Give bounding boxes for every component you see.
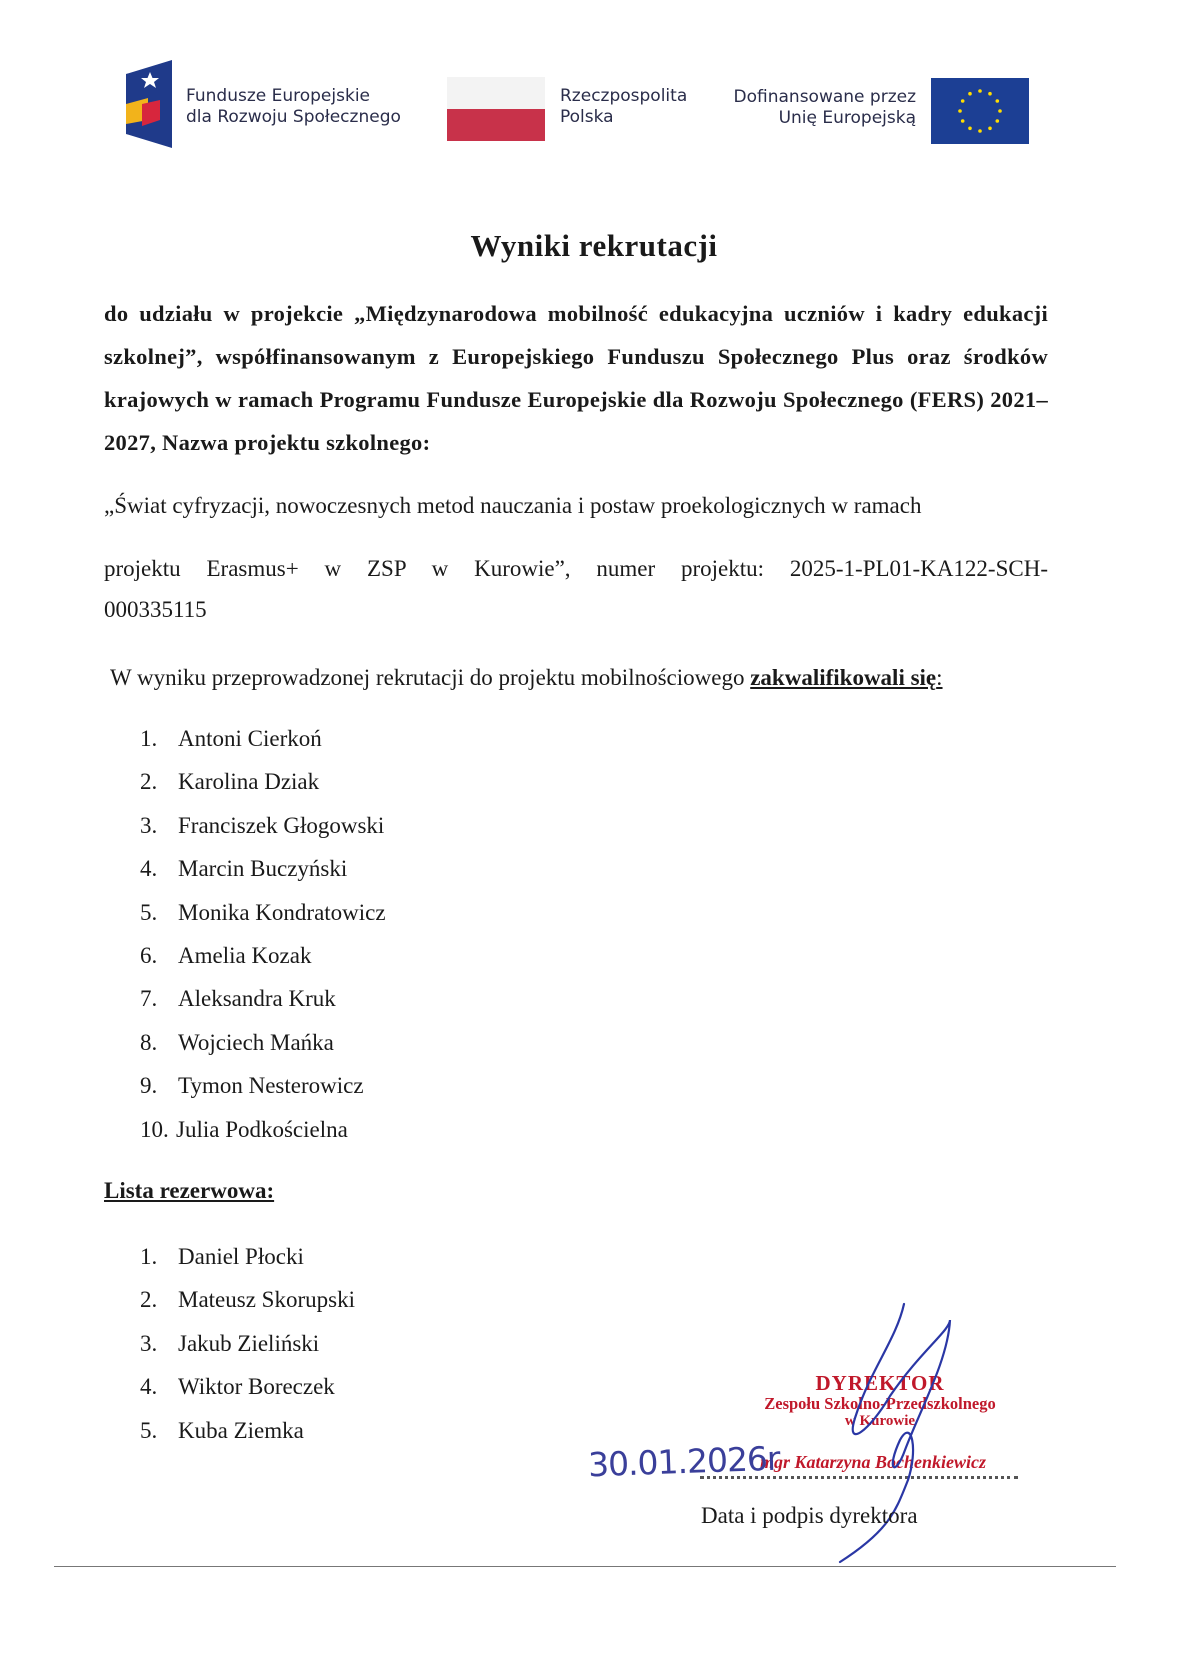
reserve-item-name: Kuba Ziemka [178, 1417, 304, 1443]
qualified-item [140, 899, 386, 942]
qualified-item-name: Franciszek Głogowski [178, 812, 385, 838]
qualified-item-number: 7. [140, 986, 158, 1012]
signature-scribble [800, 1300, 970, 1570]
reserve-item-name: Jakub Zieliński [178, 1330, 320, 1356]
qualified-item [140, 1116, 386, 1159]
qualified-item-number: 1. [140, 726, 158, 751]
project-line-3: 000335115 [104, 597, 207, 622]
eu-star-icon [978, 89, 982, 93]
eu-star-icon [968, 92, 972, 96]
fers-logo [126, 60, 172, 148]
eu-line1: Dofinansowane przez [733, 87, 916, 107]
eu-flag [931, 78, 1029, 144]
reserve-item-name: Mateusz Skorupski [178, 1287, 355, 1313]
eu-logo-text [700, 87, 916, 129]
poland-logo-text [560, 86, 687, 128]
eu-star-icon [988, 127, 992, 131]
eu-star-icon [961, 119, 965, 123]
fers-logo-icon [126, 60, 172, 148]
qualified-item [140, 942, 386, 985]
poland-line2: Polska [560, 107, 614, 127]
qualified-item-name: Julia Podkościelna [176, 1116, 348, 1142]
project-line-2: projektu Erasmus+ w ZSP w Kurowie”, numer projektu: 2025-1-PL01-KA122-SCH- [104, 556, 1048, 581]
qualified-item [140, 768, 386, 811]
qualified-item-name: Karolina Dziak [178, 769, 320, 795]
reserve-item-name: Daniel Płocki [178, 1244, 304, 1269]
stamp-director-name: mgr Katarzyna Bochenkiewicz [760, 1452, 987, 1472]
fers-logo-line1: Fundusze Europejskie [186, 86, 370, 106]
eu-star-icon [988, 92, 992, 96]
project-line-1: „Świat cyfryzacji, nowoczesnych metod nauczania i postaw proekologicznych w ramach [104, 493, 922, 518]
reserve-item-number: 4. [140, 1374, 158, 1400]
eu-star-icon [958, 109, 962, 113]
reserve-item [140, 1417, 355, 1460]
qualified-item [140, 725, 386, 768]
reserve-item [140, 1243, 355, 1286]
fers-logo-line2: dla Rozwoju Społecznego [186, 107, 401, 127]
qualified-list [140, 725, 386, 1159]
reserve-item [140, 1373, 355, 1416]
eu-stars-icon [931, 78, 1029, 144]
stamp-line3: w Kurowie [844, 1413, 916, 1429]
eu-star-icon [998, 109, 1002, 113]
qualified-item-name: Aleksandra Kruk [178, 986, 336, 1012]
reserve-item-name: Wiktor Boreczek [178, 1374, 335, 1400]
reserve-list-title: Lista rezerwowa: [104, 1178, 275, 1203]
qualified-item-number: 5. [140, 899, 158, 925]
poland-line1: Rzeczpospolita [560, 86, 688, 106]
qualified-item-number: 3. [140, 812, 158, 838]
eu-star-icon [996, 99, 1000, 103]
reserve-item-number: 2. [140, 1287, 158, 1313]
qualified-item-number: 6. [140, 942, 158, 968]
reserve-item-number: 3. [140, 1330, 158, 1356]
reserve-item [140, 1286, 355, 1329]
eu-star-icon [961, 99, 965, 103]
page-title: Wyniki rekrutacji [470, 228, 718, 263]
signature-caption: Data i podpis dyrektora [701, 1503, 918, 1528]
reserve-item-number: 1. [140, 1244, 158, 1269]
qualified-item-name: Tymon Nesterowicz [178, 1073, 364, 1099]
handwritten-date: 30.01.2026r [587, 1438, 781, 1485]
poland-flag [447, 77, 545, 141]
qualified-intro-emphasis: zakwalifikowali się [750, 665, 937, 690]
qualified-item-number: 2. [140, 769, 158, 795]
qualified-item-name: Marcin Buczyński [178, 856, 348, 882]
eu-line2: Unię Europejską [778, 108, 916, 128]
qualified-intro [110, 664, 943, 692]
qualified-intro-colon: : [936, 665, 943, 690]
qualified-item-name: Amelia Kozak [178, 942, 312, 968]
intro-paragraph: do udziału w projekcie „Międzynarodowa mobilność edukacyjna uczniów i kadry edukacji szkolnej”, współfinansowanym z Europejskiego Funduszu Społecznego Plus oraz środków krajowych w ramach Programu Fundusze Europejskie dla Rozwoju Społecznego (FERS) 2021–2027, Nazwa projektu szkolnego: [104, 301, 1048, 455]
eu-star-icon [978, 129, 982, 133]
eu-star-icon [996, 119, 1000, 123]
reserve-item [140, 1330, 355, 1373]
qualified-item [140, 1072, 386, 1115]
qualified-item [140, 855, 386, 898]
qualified-item-number: 10. [140, 1116, 169, 1142]
qualified-item-number: 9. [140, 1073, 158, 1099]
qualified-intro-text: W wyniku przeprowadzonej rekrutacji do projektu mobilnościowego [110, 665, 751, 690]
qualified-item-number: 8. [140, 1029, 158, 1055]
qualified-item [140, 1029, 386, 1072]
qualified-item [140, 985, 386, 1028]
qualified-item [140, 812, 386, 855]
stamp-line2: Zespołu Szkolno-Przedszkolnego [764, 1394, 996, 1413]
qualified-item-number: 4. [140, 856, 158, 882]
fers-logo-text [186, 86, 401, 128]
reserve-list [140, 1243, 355, 1460]
qualified-item-name: Wojciech Mańka [178, 1029, 334, 1055]
qualified-item-name: Monika Kondratowicz [178, 899, 386, 925]
stamp-line1: DYREKTOR [815, 1371, 945, 1395]
qualified-item-name: Antoni Cierkoń [178, 726, 322, 751]
eu-star-icon [968, 127, 972, 131]
footer-divider [54, 1566, 1116, 1567]
reserve-item-number: 5. [140, 1417, 158, 1443]
